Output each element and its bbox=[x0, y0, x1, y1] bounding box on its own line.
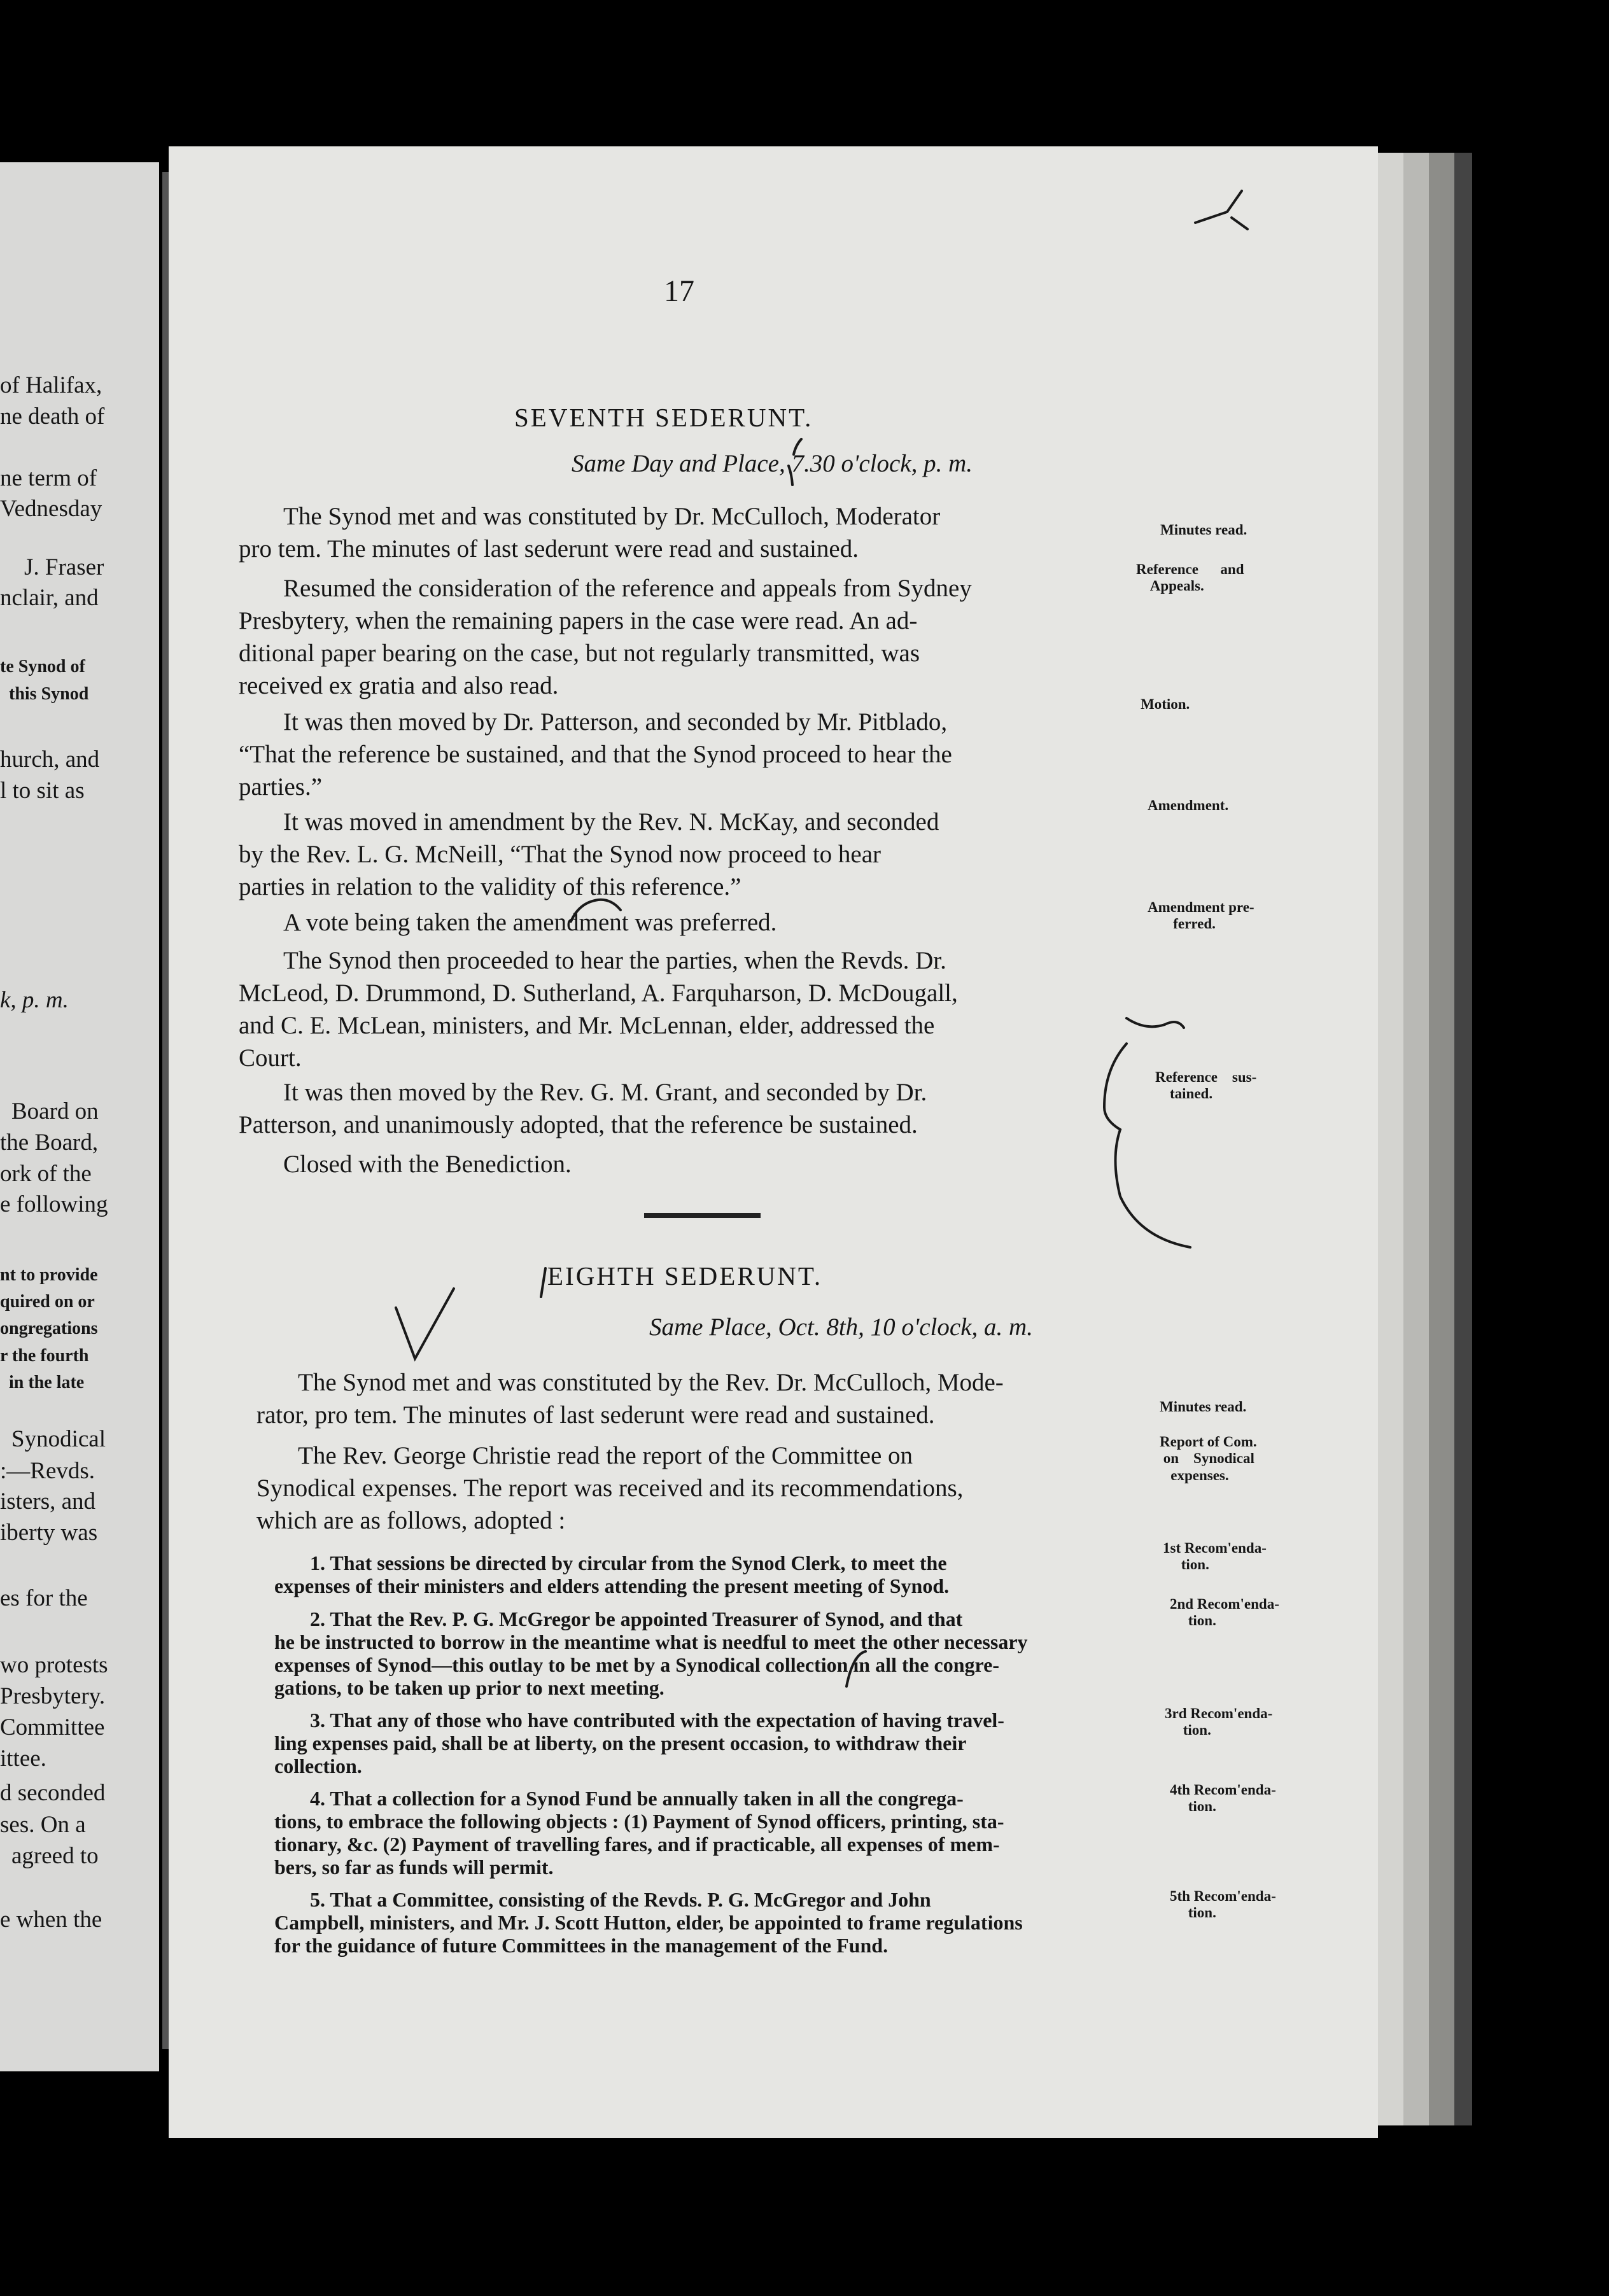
left-page-fragment: wo protests bbox=[0, 1652, 108, 1678]
paragraph-line: Resumed the consideration of the reference and appeals from Sydney bbox=[283, 575, 972, 602]
left-page-fragment: Vednesday bbox=[0, 496, 102, 522]
left-page-fragment: Committee bbox=[0, 1714, 105, 1740]
paragraph-line: The Synod then proceeded to hear the parties, when the Revds. Dr. bbox=[283, 947, 946, 974]
left-page-fragment: Synodical bbox=[11, 1426, 106, 1452]
checkmark-top bbox=[1195, 191, 1242, 223]
recommendation-line: expenses of Synod—this outlay to be met by a Synodical collection in all the congre- bbox=[274, 1653, 999, 1676]
paragraph-line: McLeod, D. Drummond, D. Sutherland, A. Farquharson, D. McDougall, bbox=[239, 979, 958, 1007]
margin-note: Minutes read. bbox=[1160, 522, 1247, 538]
left-page-fragment: ork of the bbox=[0, 1161, 92, 1187]
left-page-fragment: ittee. bbox=[0, 1746, 46, 1772]
pen-stroke bbox=[1232, 218, 1247, 229]
recommendation-line: ling expenses paid, shall be at liberty, on the present occasion, to withdraw their bbox=[274, 1732, 967, 1754]
margin-note: Reference and Appeals. bbox=[1136, 561, 1244, 594]
margin-note: 4th Recom'enda- tion. bbox=[1170, 1782, 1276, 1815]
left-page-fragment: this Synod bbox=[9, 684, 89, 704]
recommendation-line: gations, to be taken up prior to next meeting. bbox=[274, 1676, 664, 1699]
recommendation-line: Campbell, ministers, and Mr. J. Scott Hutton, elder, be appointed to frame regulations bbox=[274, 1911, 1023, 1934]
paragraph-line: “That the reference be sustained, and that the Synod proceed to hear the bbox=[239, 741, 952, 768]
paragraph-line: rator, pro tem. The minutes of last sederunt were read and sustained. bbox=[256, 1401, 935, 1429]
recommendation-line: 3. That any of those who have contributed with the expectation of having travel- bbox=[310, 1709, 1004, 1732]
left-page-fragment: ne term of bbox=[0, 465, 97, 491]
left-page-fragment: of Halifax, bbox=[0, 372, 102, 398]
paragraph-line: pro tem. The minutes of last sederunt were read and sustained. bbox=[239, 535, 859, 563]
paragraph-line: which are as follows, adopted : bbox=[256, 1507, 566, 1534]
paragraph-line: Court. bbox=[239, 1044, 302, 1072]
left-page-fragment: isters, and bbox=[0, 1488, 96, 1515]
left-page-fragment: r the fourth bbox=[0, 1346, 89, 1366]
margin-note: Report of Com. on Synodical expenses. bbox=[1160, 1434, 1257, 1483]
recommendation-line: 1. That sessions be directed by circular from the Synod Clerk, to meet the bbox=[310, 1551, 947, 1574]
pen-stroke bbox=[847, 1651, 866, 1686]
margin-note: 5th Recom'enda- tion. bbox=[1170, 1888, 1276, 1921]
paragraph-line: It was then moved by Dr. Patterson, and seconded by Mr. Pitblado, bbox=[283, 708, 948, 736]
recommendation-line: tionary, &c. (2) Payment of travelling fares, and if practicable, all expenses of mem- bbox=[274, 1833, 1000, 1856]
paragraph-line: It was moved in amendment by the Rev. N. McKay, and seconded bbox=[283, 808, 939, 836]
bracket-stroke-top bbox=[1127, 1018, 1184, 1028]
margin-note: 2nd Recom'enda- tion. bbox=[1170, 1596, 1279, 1629]
paragraph-line: Patterson, and unanimously adopted, that the reference be sustained. bbox=[239, 1111, 918, 1138]
margin-note: Reference sus- tained. bbox=[1155, 1069, 1257, 1102]
left-page-fragment: ongregations bbox=[0, 1319, 98, 1338]
pen-stroke bbox=[794, 439, 801, 454]
left-page-fragment: hurch, and bbox=[0, 746, 100, 773]
left-page-fragment: the Board, bbox=[0, 1130, 99, 1156]
left-page-fragment: Board on bbox=[11, 1098, 99, 1124]
left-page-fragment: in the late bbox=[9, 1373, 85, 1392]
left-page-fragment: d seconded bbox=[0, 1780, 106, 1806]
pen-loop bbox=[571, 900, 621, 921]
margin-note: 3rd Recom'enda- tion. bbox=[1165, 1705, 1273, 1739]
margin-note: 1st Recom'enda- tion. bbox=[1163, 1540, 1267, 1573]
left-page-fragment: nclair, and bbox=[0, 585, 99, 611]
recommendation-line: tions, to embrace the following objects : (1) Payment of Synod officers, printing, sta- bbox=[274, 1810, 1004, 1833]
paragraph-line: Closed with the Benediction. bbox=[283, 1151, 572, 1178]
recommendation-line: collection. bbox=[274, 1754, 362, 1777]
left-page-fragment: e following bbox=[0, 1191, 108, 1217]
paragraph-line: ditional paper bearing on the case, but not regularly transmitted, was bbox=[239, 640, 920, 667]
paragraph-line: and C. E. McLean, ministers, and Mr. McLennan, elder, addressed the bbox=[239, 1012, 935, 1039]
left-page-fragment: es for the bbox=[0, 1585, 88, 1611]
left-page-fragment: k, p. m. bbox=[0, 987, 69, 1013]
left-page-fragment: Presbytery. bbox=[0, 1683, 106, 1709]
margin-note: Motion. bbox=[1141, 696, 1190, 712]
eighth-sederunt-heading: EIGHTH SEDERUNT. bbox=[547, 1261, 823, 1291]
paragraph-line: parties.” bbox=[239, 773, 323, 801]
paragraph-line: parties in relation to the validity of this reference.” bbox=[239, 873, 741, 900]
pen-stroke bbox=[541, 1268, 545, 1297]
left-page-fragment: l to sit as bbox=[0, 778, 85, 804]
paragraph-line: A vote being taken the amendment was preferred. bbox=[283, 909, 777, 936]
left-page-fragment: :—Revds. bbox=[0, 1458, 95, 1484]
left-page-fragment: agreed to bbox=[11, 1843, 99, 1869]
paragraph-line: The Synod met and was constituted by the Rev. Dr. McCulloch, Mode- bbox=[298, 1369, 1004, 1396]
paragraph-line: Presbytery, when the remaining papers in the case were read. An ad- bbox=[239, 607, 918, 634]
left-page-fragment: ses. On a bbox=[0, 1812, 86, 1838]
paragraph-line: The Synod met and was constituted by Dr. McCulloch, Moderator bbox=[283, 503, 941, 530]
margin-note: Amendment pre- ferred. bbox=[1148, 899, 1254, 932]
paragraph-line: Synodical expenses. The report was received and its recommendations, bbox=[256, 1474, 964, 1502]
left-page-fragment: quired on or bbox=[0, 1292, 95, 1312]
margin-note: Amendment. bbox=[1148, 797, 1229, 813]
recommendation-line: expenses of their ministers and elders attending the present meeting of Synod. bbox=[274, 1574, 950, 1597]
seventh-sederunt-subheading: Same Day and Place, 7.30 o'clock, p. m. bbox=[572, 450, 973, 477]
recommendation-line: bers, so far as funds will permit. bbox=[274, 1856, 554, 1879]
left-page-fragment: iberty was bbox=[0, 1520, 98, 1546]
left-page-fragment: te Synod of bbox=[0, 657, 85, 676]
seventh-sederunt-heading: SEVENTH SEDERUNT. bbox=[514, 403, 813, 432]
recommendation-line: he be instructed to borrow in the meantime what is needful to meet the other necessary bbox=[274, 1630, 1028, 1653]
left-page-fragment: e when the bbox=[0, 1907, 102, 1933]
left-page-fragment: nt to provide bbox=[0, 1265, 98, 1285]
paragraph-line: by the Rev. L. G. McNeill, “That the Synod now proceed to hear bbox=[239, 841, 882, 868]
recommendation-line: for the guidance of future Committees in the management of the Fund. bbox=[274, 1934, 889, 1957]
margin-note: Minutes read. bbox=[1160, 1399, 1247, 1415]
left-page-fragment: J. Fraser bbox=[24, 554, 104, 580]
page-number: 17 bbox=[664, 274, 694, 308]
left-page-fragment: ne death of bbox=[0, 403, 105, 430]
paragraph-line: It was then moved by the Rev. G. M. Grant, and seconded by Dr. bbox=[283, 1079, 927, 1106]
pen-stroke bbox=[789, 466, 792, 485]
paragraph-line: received ex gratia and also read. bbox=[239, 672, 559, 699]
recommendation-line: 4. That a collection for a Synod Fund be annually taken in all the congrega- bbox=[310, 1787, 964, 1810]
recommendation-line: 5. That a Committee, consisting of the Revds. P. G. McGregor and John bbox=[310, 1888, 931, 1911]
eighth-sederunt-subheading: Same Place, Oct. 8th, 10 o'clock, a. m. bbox=[649, 1313, 1033, 1341]
recommendation-line: 2. That the Rev. P. G. McGregor be appointed Treasurer of Synod, and that bbox=[310, 1607, 963, 1630]
checkmark-v bbox=[396, 1289, 454, 1359]
paragraph-line: The Rev. George Christie read the report of the Committee on bbox=[298, 1442, 913, 1469]
bracket-stroke bbox=[1104, 1044, 1190, 1247]
